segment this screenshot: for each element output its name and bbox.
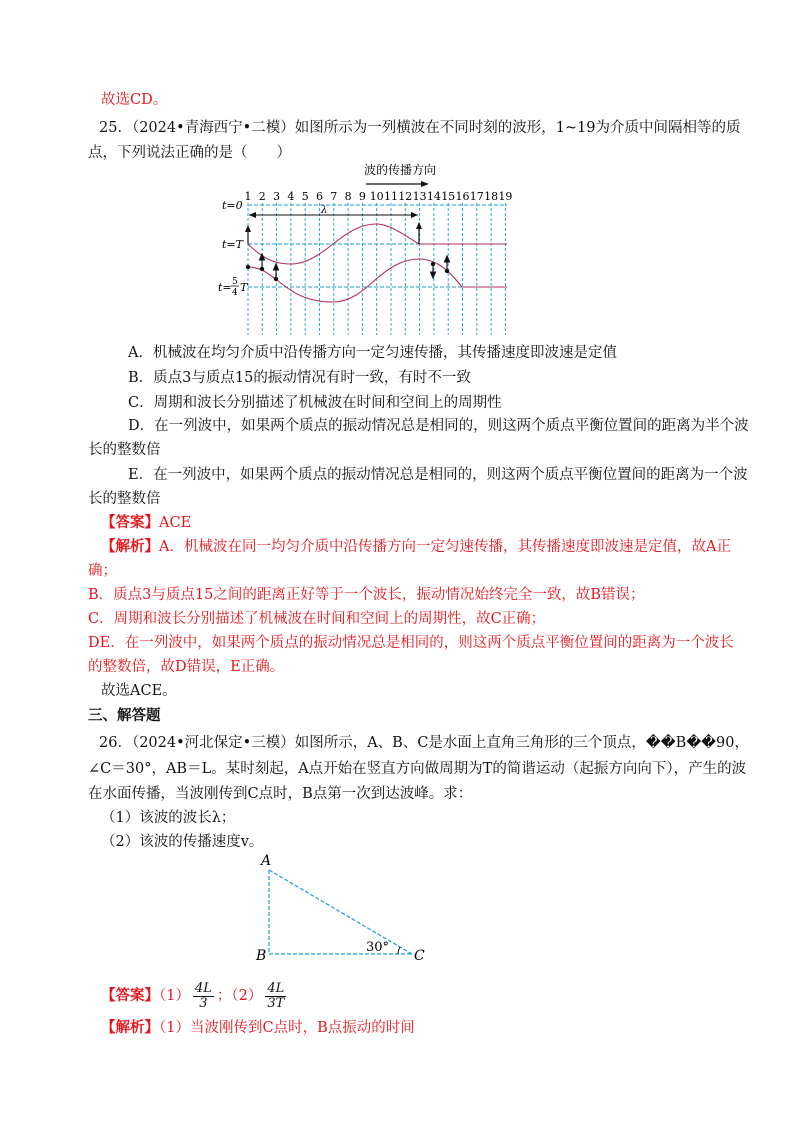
point-label-16: 16 <box>455 190 470 203</box>
point-label-8: 8 <box>344 190 352 203</box>
q26-answer <box>101 978 289 1014</box>
answer-tag: 【答案】 <box>101 514 159 531</box>
answer1-den: 3 <box>199 995 208 1011</box>
t54-den: 4 <box>232 288 238 298</box>
tT-label: t=T <box>222 238 243 251</box>
option-e-line2: 长的整数倍 <box>88 491 161 507</box>
section-title: 三、解答题 <box>88 707 161 724</box>
answer2-num: 4L <box>265 982 286 997</box>
lambda-left-head <box>249 212 256 218</box>
point-label-11: 11 <box>384 190 398 203</box>
option-d-line2: 长的整数倍 <box>88 442 161 458</box>
point-label-2: 2 <box>258 190 266 203</box>
point-label-18: 18 <box>484 190 499 203</box>
point-label-6: 6 <box>316 190 323 203</box>
q26-sub1: （1）该波的波长λ； <box>101 810 236 826</box>
tT-end-arrowhead <box>416 222 422 229</box>
point-label-1: 1 <box>244 190 252 203</box>
q26-line1: 26．（2024•河北保定•三模）如图所示，A、B、C是水面上直角三角形的三个顶点，��B��90， <box>99 735 750 751</box>
grid-lines <box>248 203 505 335</box>
t54-num: 5 <box>232 277 238 287</box>
t54-arrows <box>260 254 450 279</box>
vertex-a: A <box>261 853 272 869</box>
option-e-line1: E．在一列波中，如果两个质点的振动情况总是相同的，则这两个质点平衡位置间的距离为一个波 <box>128 467 748 483</box>
q26-ans-part1: （1） <box>159 988 190 1004</box>
vertex-c: C <box>414 948 425 964</box>
point-label-15: 15 <box>441 190 456 203</box>
point-label-3: 3 <box>273 190 281 203</box>
direction-arrowhead <box>421 181 429 187</box>
q25-answer <box>101 513 191 533</box>
side-ac <box>269 870 412 954</box>
q25-analysis-l1 <box>101 537 731 557</box>
point-label-12: 12 <box>398 190 413 203</box>
point-label-4: 4 <box>287 190 295 203</box>
q25-analysis-l3: B．质点3与质点15之间的距离正好等于一个波长，振动情况始终完全一致，故B错误； <box>88 587 645 603</box>
wave-figure <box>215 160 525 340</box>
answer2-den: 3T <box>267 995 285 1011</box>
q25-stem-line2: 点，下列说法正确的是（ ） <box>88 145 291 161</box>
angle-label: 30° <box>366 940 390 955</box>
point-label-7: 7 <box>330 190 338 203</box>
point-label-19: 19 <box>498 190 513 203</box>
t54-prefix: t= <box>218 281 232 294</box>
q26-line2: ∠C＝30°，AB＝L。某时刻起，A点开始在竖直方向做周期为T的简谐运动（起振方向向下），产生的波 <box>88 761 747 777</box>
q26-analysis-text: （1）当波刚传到C点时，B点振动的时间 <box>159 1020 415 1036</box>
direction-label: 波的传播方向 <box>364 163 437 177</box>
t54-wave <box>248 259 507 302</box>
answer1-fraction <box>193 982 214 1011</box>
point-label-13: 13 <box>412 190 427 203</box>
vertex-b: B <box>256 948 267 964</box>
point-labels <box>245 190 513 203</box>
answer1-num: 4L <box>194 980 212 996</box>
point-label-10: 10 <box>369 190 384 203</box>
q25-analysis-l6: 的整数倍，故D错误，E正确。 <box>88 659 285 675</box>
analysis-tag: 【解析】 <box>101 538 159 555</box>
t54-suffix: T <box>240 281 248 294</box>
answer-value: ACE <box>159 515 192 531</box>
q26-line3: 在水面传播，当波刚传到C点时，B点第一次到达波峰。求： <box>88 786 473 802</box>
answer2-fraction <box>265 982 286 1011</box>
point-label-5: 5 <box>301 190 309 203</box>
tT-start-arrowhead <box>245 225 251 232</box>
q25-prev-conclusion: 故选CD。 <box>101 92 168 108</box>
q25-analysis-l5: DE．在一列波中，如果两个质点的振动情况总是相同的，则这两个质点平衡位置间的距离为一个波长 <box>88 635 734 651</box>
lambda-right-head <box>411 212 418 218</box>
option-c: C．周期和波长分别描述了机械波在时间和空间上的周期性 <box>128 395 502 411</box>
q26-analysis-l1 <box>101 1018 415 1038</box>
q26-answer-tag: 【答案】 <box>101 987 159 1004</box>
q25-conclusion: 故选ACE。 <box>101 683 177 699</box>
triangle-figure <box>250 850 440 970</box>
angle-arc <box>398 947 400 954</box>
q25-stem-line1: 25．（2024•青海西宁•二模）如图所示为一列横波在不同时刻的波形，1~19为介质中间隔相等的质 <box>99 120 741 136</box>
option-a: A．机械波在均匀介质中沿传播方向一定匀速传播，其传播速度即波速是定值 <box>128 345 617 361</box>
t0-label: t=0 <box>222 199 243 212</box>
point-label-14: 14 <box>426 190 441 203</box>
q26-sub2: （2）该波的传播速度v。 <box>101 834 264 850</box>
lambda-label: λ <box>321 205 328 216</box>
q26-analysis-tag: 【解析】 <box>101 1019 159 1036</box>
analysis-text: A．机械波在同一均匀介质中沿传播方向一定匀速传播，其传播速度即波速是定值，故A正 <box>159 539 731 555</box>
point-label-9: 9 <box>358 190 366 203</box>
q25-analysis-l2: 确； <box>88 563 117 579</box>
option-d-line1: D．在一列波中，如果两个质点的振动情况总是相同的，则这两个质点平衡位置间的距离为半个波 <box>128 418 749 434</box>
option-b: B．质点3与质点15的振动情况有时一致，有时不一致 <box>128 370 471 386</box>
point-label-17: 17 <box>469 190 484 203</box>
q25-analysis-l4: C．周期和波长分别描述了机械波在时间和空间上的周期性，故C正确； <box>88 611 546 627</box>
q26-ans-sep: ；（2） <box>216 988 263 1004</box>
